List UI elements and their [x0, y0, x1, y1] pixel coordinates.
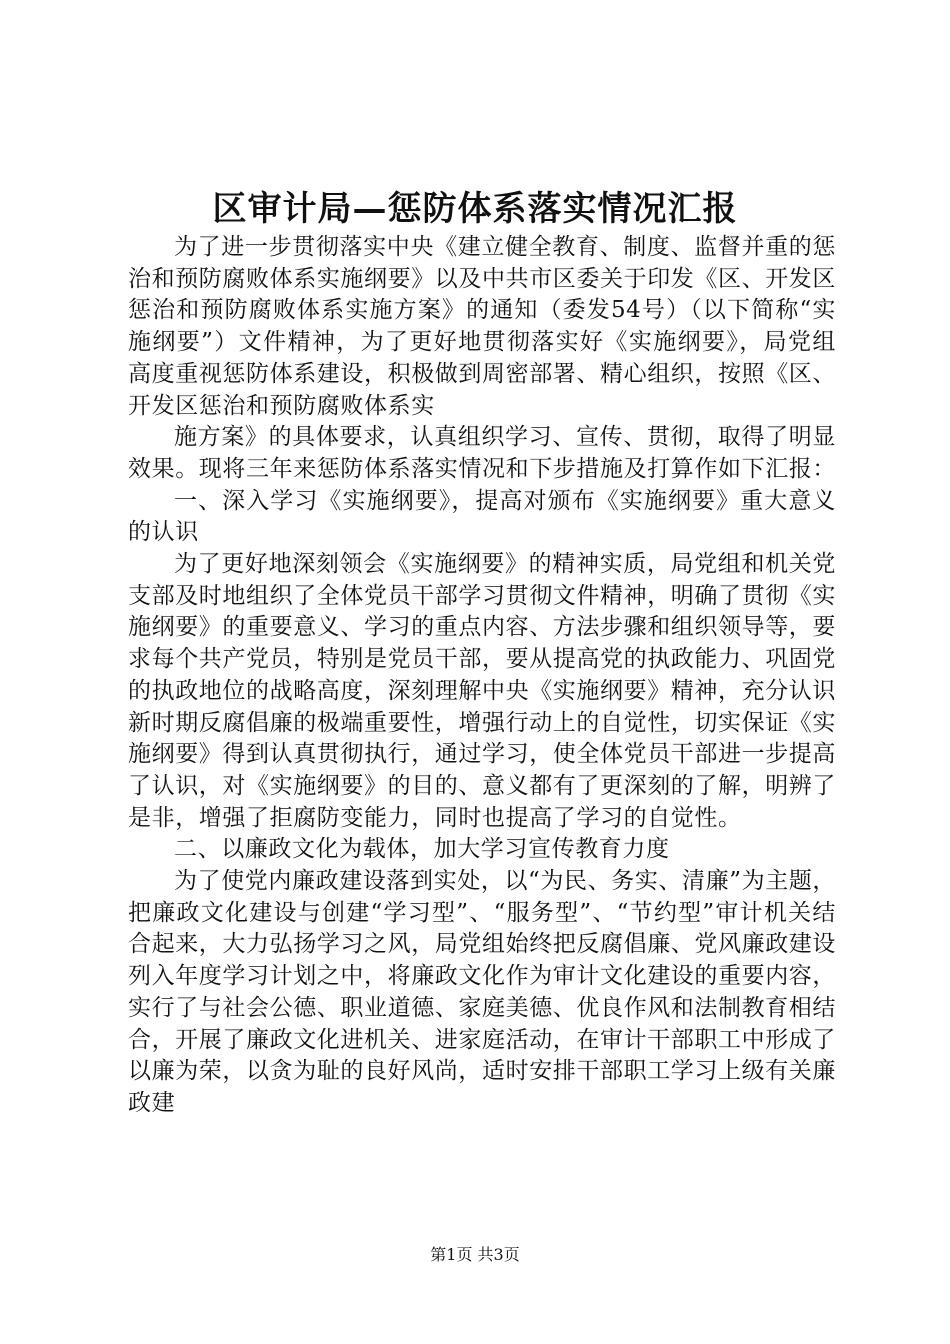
paragraph-intro: 为了进一步贯彻落实中央《建立健全教育、制度、监督并重的惩治和预防腐败体系实施纲要》以及中共市区委关于印发《区、开发区惩治和预防腐败体系实施方案》的通知（委发54号）（以下简称“实施纲要”）文件精神，为了更好地贯彻落实好《实施纲要》，局党组高度重视惩防体系建设，积极做到周密部署、精心组织，按照《区、开发区惩治和预防腐败体系实	[128, 234, 836, 419]
page-number-footer: 第1页 共3页	[430, 1245, 520, 1264]
document-title: 区审计局—惩防体系落实情况汇报	[212, 189, 738, 229]
section-heading-2: 二、以廉政文化为载体，加大学习宣传教育力度	[174, 836, 670, 863]
paragraph-section-1: 为了更好地深刻领会《实施纲要》的精神实质，局党组和机关党支部及时地组织了全体党员干部学习贯彻文件精神，明确了贯彻《实施纲要》的重要意义、学习的重点内容、方法步骤和组织领导等，要求每个共产党员，特别是党员干部，要从提高党的执政能力、巩固党的执政地位的战略高度，深刻理解中央《实施纲要》精神，充分认识新时期反腐倡廉的极端重要性，增强行动上的自觉性，切实保证《实施纲要》得到认真贯彻执行，通过学习，使全体党员干部进一步提高了认识，对《实施纲要》的目的、意义都有了更深刻的了解，明辨了是非，增强了拒腐防变能力，同时也提高了学习的自觉性。	[128, 551, 836, 831]
paragraph-section-2: 为了使党内廉政建设落到实处，以“为民、务实、清廉”为主题，把廉政文化建设与创建“学习型”、“服务型”、“节约型”审计机关结合起来，大力弘扬学习之风，局党组始终把反腐倡廉、党风廉政建设列入年度学习计划之中，将廉政文化作为审计文化建设的重要内容，实行了与社会公德、职业道德、家庭美德、优良作风和法制教育相结合，开展了廉政文化进机关、进家庭活动，在审计干部职工中形成了以廉为荣，以贪为耻的良好风尚，适时安排干部职工学习上级有关廉政建	[128, 868, 836, 1116]
paragraph-intro-continued: 施方案》的具体要求，认真组织学习、宣传、贯彻，取得了明显效果。现将三年来惩防体系落实情况和下步措施及打算作如下汇报：	[128, 424, 836, 482]
document-body	[128, 232, 836, 1120]
section-heading-1: 一、深入学习《实施纲要》，提高对颁布《实施纲要》重大意义的认识	[128, 487, 836, 546]
